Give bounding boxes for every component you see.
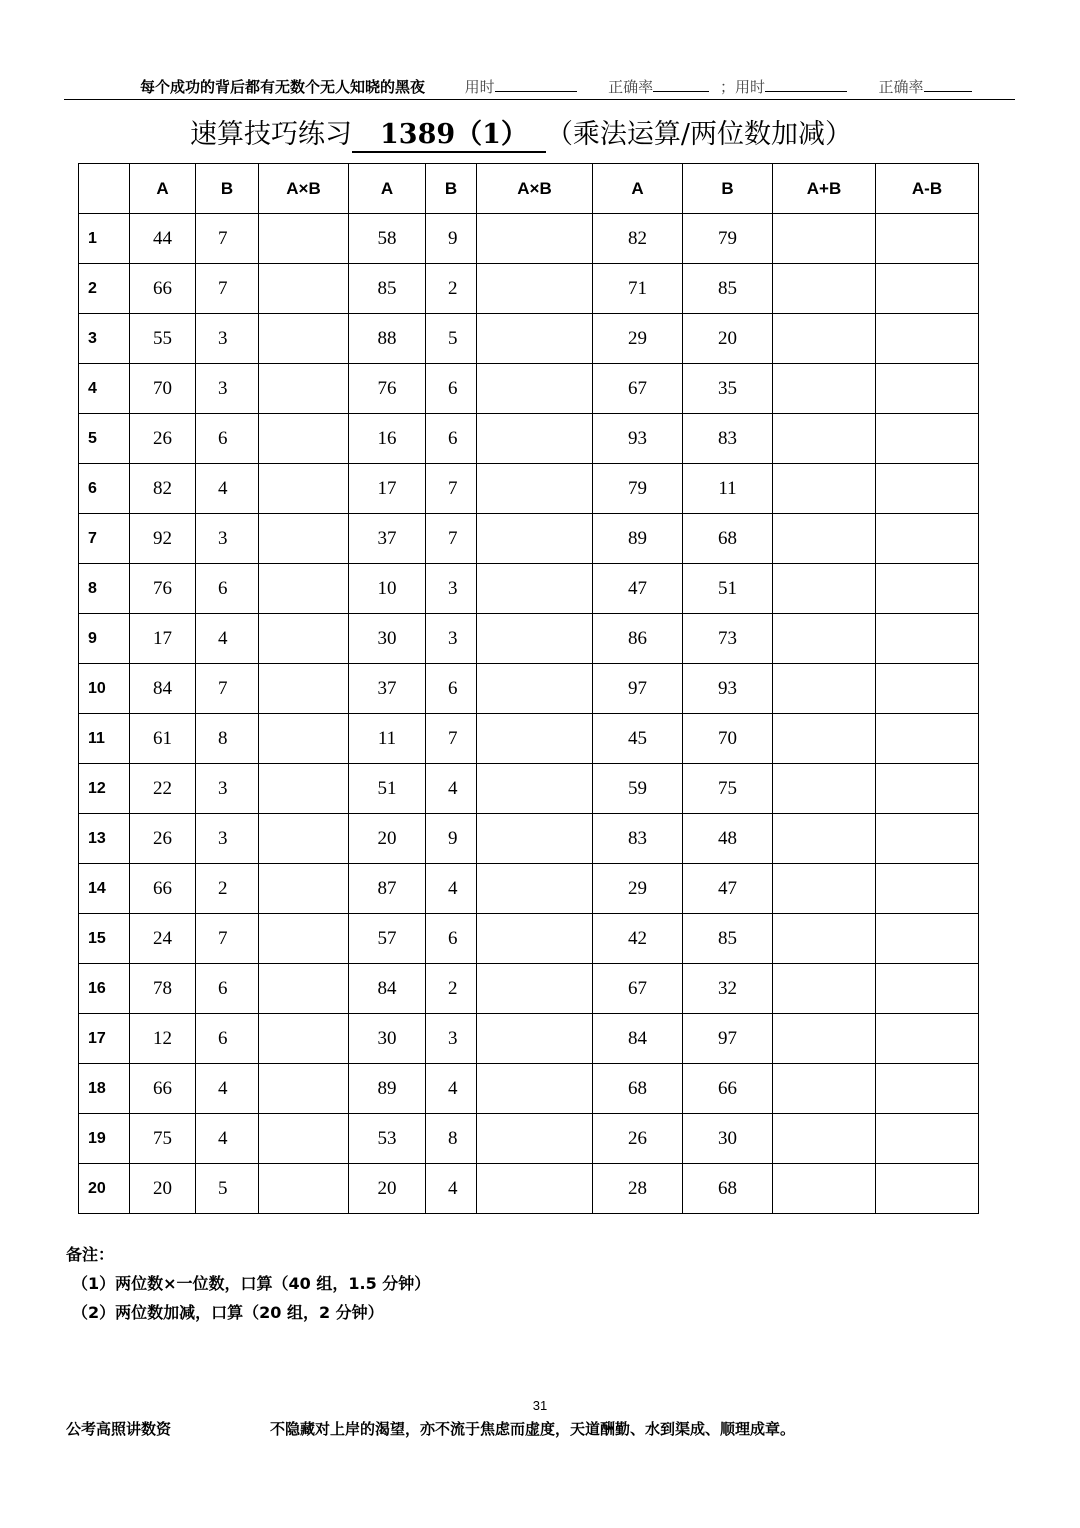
answer-cell: [876, 1014, 979, 1064]
header-separator: ；: [719, 78, 735, 96]
table-row: [79, 1064, 979, 1114]
value-cell: 6: [196, 1014, 259, 1064]
value-cell: 12: [130, 1014, 196, 1064]
value-cell: 6: [196, 964, 259, 1014]
table-row: [79, 814, 979, 864]
row-number: 20: [79, 1164, 130, 1214]
answer-cell: [773, 414, 876, 464]
value-cell: 6: [196, 564, 259, 614]
value-cell: 35: [683, 364, 773, 414]
value-cell: 83: [683, 414, 773, 464]
value-cell: 11: [349, 714, 426, 764]
answer-cell: [259, 1014, 349, 1064]
value-cell: 7: [196, 914, 259, 964]
answer-cell: [477, 864, 593, 914]
title-suffix: （乘法运算/两位数加减）: [545, 119, 853, 150]
row-number: 1: [79, 214, 130, 264]
value-cell: 58: [349, 214, 426, 264]
header-cell: B: [426, 164, 477, 214]
answer-cell: [773, 1014, 876, 1064]
footer-author: 公考高照讲数资: [66, 1420, 172, 1438]
value-cell: 6: [426, 914, 477, 964]
value-cell: 28: [593, 1164, 683, 1214]
answer-cell: [477, 464, 593, 514]
answer-cell: [773, 364, 876, 414]
practice-table: [78, 163, 979, 1214]
value-cell: 10: [349, 564, 426, 614]
answer-cell: [773, 1114, 876, 1164]
answer-cell: [876, 914, 979, 964]
value-cell: 79: [683, 214, 773, 264]
value-cell: 66: [130, 1064, 196, 1114]
table-row: [79, 964, 979, 1014]
value-cell: 3: [426, 614, 477, 664]
value-cell: 6: [196, 414, 259, 464]
answer-cell: [259, 814, 349, 864]
page-number: 31: [532, 1398, 548, 1413]
note-item-2: （2）两位数加减，口算（20 组，2 分钟）: [72, 1303, 384, 1322]
value-cell: 68: [683, 514, 773, 564]
answer-cell: [477, 564, 593, 614]
header-cell: B: [196, 164, 259, 214]
answer-cell: [876, 614, 979, 664]
value-cell: 68: [593, 1064, 683, 1114]
value-cell: 61: [130, 714, 196, 764]
answer-cell: [876, 414, 979, 464]
notes-heading: 备注：: [66, 1245, 115, 1264]
value-cell: 4: [196, 614, 259, 664]
row-number: 18: [79, 1064, 130, 1114]
row-number: 9: [79, 614, 130, 664]
table-row: [79, 364, 979, 414]
answer-cell: [477, 1114, 593, 1164]
answer-cell: [876, 264, 979, 314]
value-cell: 84: [349, 964, 426, 1014]
time-blank-1: [495, 77, 577, 92]
answer-cell: [477, 964, 593, 1014]
answer-cell: [876, 664, 979, 714]
answer-cell: [477, 1064, 593, 1114]
answer-cell: [477, 364, 593, 414]
value-cell: 66: [130, 264, 196, 314]
answer-cell: [876, 364, 979, 414]
value-cell: 5: [426, 314, 477, 364]
note-item-1: （1）两位数×一位数，口算（40 组，1.5 分钟）: [72, 1274, 431, 1293]
row-number: 7: [79, 514, 130, 564]
value-cell: 37: [349, 664, 426, 714]
table-row: [79, 564, 979, 614]
value-cell: 11: [683, 464, 773, 514]
value-cell: 6: [426, 414, 477, 464]
title-code: 1389（1）: [352, 112, 546, 153]
answer-cell: [259, 264, 349, 314]
row-number: 13: [79, 814, 130, 864]
answer-cell: [477, 764, 593, 814]
value-cell: 44: [130, 214, 196, 264]
value-cell: 45: [593, 714, 683, 764]
value-cell: 88: [349, 314, 426, 364]
value-cell: 32: [683, 964, 773, 1014]
table-row: [79, 464, 979, 514]
answer-cell: [477, 664, 593, 714]
value-cell: 84: [130, 664, 196, 714]
header-cell: A×B: [259, 164, 349, 214]
answer-cell: [876, 1114, 979, 1164]
value-cell: 7: [196, 664, 259, 714]
header-cell: B: [683, 164, 773, 214]
value-cell: 37: [349, 514, 426, 564]
value-cell: 92: [130, 514, 196, 564]
answer-cell: [773, 764, 876, 814]
header-cell: A-B: [876, 164, 979, 214]
value-cell: 87: [349, 864, 426, 914]
value-cell: 55: [130, 314, 196, 364]
value-cell: 76: [349, 364, 426, 414]
value-cell: 4: [426, 864, 477, 914]
answer-cell: [773, 1064, 876, 1114]
answer-cell: [773, 264, 876, 314]
value-cell: 73: [683, 614, 773, 664]
value-cell: 70: [130, 364, 196, 414]
value-cell: 93: [683, 664, 773, 714]
value-cell: 16: [349, 414, 426, 464]
value-cell: 7: [426, 714, 477, 764]
value-cell: 2: [426, 964, 477, 1014]
answer-cell: [477, 614, 593, 664]
answer-cell: [259, 764, 349, 814]
header-cell: A: [130, 164, 196, 214]
value-cell: 82: [593, 214, 683, 264]
value-cell: 26: [593, 1114, 683, 1164]
value-cell: 26: [130, 814, 196, 864]
table-row: [79, 264, 979, 314]
answer-cell: [876, 314, 979, 364]
value-cell: 29: [593, 864, 683, 914]
value-cell: 6: [426, 664, 477, 714]
value-cell: 29: [593, 314, 683, 364]
answer-cell: [876, 814, 979, 864]
value-cell: 3: [426, 564, 477, 614]
answer-cell: [773, 564, 876, 614]
row-number: 6: [79, 464, 130, 514]
table-row: [79, 864, 979, 914]
value-cell: 57: [349, 914, 426, 964]
row-number: 4: [79, 364, 130, 414]
answer-cell: [773, 514, 876, 564]
value-cell: 3: [196, 314, 259, 364]
answer-cell: [876, 864, 979, 914]
value-cell: 4: [426, 1164, 477, 1214]
value-cell: 89: [593, 514, 683, 564]
accuracy-blank-1: [653, 77, 709, 92]
table-row: [79, 764, 979, 814]
value-cell: 66: [130, 864, 196, 914]
answer-cell: [773, 814, 876, 864]
table-row: [79, 914, 979, 964]
answer-cell: [876, 514, 979, 564]
row-number: 15: [79, 914, 130, 964]
answer-cell: [259, 1064, 349, 1114]
answer-cell: [773, 914, 876, 964]
answer-cell: [477, 1164, 593, 1214]
value-cell: 7: [426, 514, 477, 564]
value-cell: 30: [349, 1014, 426, 1064]
value-cell: 47: [683, 864, 773, 914]
value-cell: 71: [593, 264, 683, 314]
answer-cell: [259, 214, 349, 264]
header-rule: [64, 99, 1015, 100]
table-row: [79, 1014, 979, 1064]
value-cell: 68: [683, 1164, 773, 1214]
value-cell: 3: [196, 514, 259, 564]
value-cell: 22: [130, 764, 196, 814]
value-cell: 4: [196, 464, 259, 514]
answer-cell: [477, 264, 593, 314]
value-cell: 20: [130, 1164, 196, 1214]
answer-cell: [773, 614, 876, 664]
row-number: 17: [79, 1014, 130, 1064]
value-cell: 9: [426, 814, 477, 864]
table-row: [79, 664, 979, 714]
header-cell: A×B: [477, 164, 593, 214]
answer-cell: [876, 214, 979, 264]
value-cell: 78: [130, 964, 196, 1014]
answer-cell: [259, 414, 349, 464]
value-cell: 17: [349, 464, 426, 514]
value-cell: 86: [593, 614, 683, 664]
value-cell: 20: [683, 314, 773, 364]
header-motto: 每个成功的背后都有无数个无人知晓的黑夜: [140, 78, 426, 96]
header-cell: A: [593, 164, 683, 214]
answer-cell: [259, 364, 349, 414]
value-cell: 76: [130, 564, 196, 614]
value-cell: 97: [593, 664, 683, 714]
value-cell: 17: [130, 614, 196, 664]
value-cell: 3: [196, 814, 259, 864]
row-number: 14: [79, 864, 130, 914]
value-cell: 67: [593, 964, 683, 1014]
value-cell: 2: [426, 264, 477, 314]
answer-cell: [876, 464, 979, 514]
footer-slogan: 不隐藏对上岸的渴望，亦不流于焦虑而虚度，天道酬勤、水到渠成、顺理成章。: [270, 1420, 796, 1438]
row-number: 12: [79, 764, 130, 814]
answer-cell: [259, 564, 349, 614]
value-cell: 67: [593, 364, 683, 414]
value-cell: 4: [426, 764, 477, 814]
value-cell: 85: [683, 264, 773, 314]
table-row: [79, 1114, 979, 1164]
table-row: [79, 414, 979, 464]
value-cell: 47: [593, 564, 683, 614]
answer-cell: [876, 764, 979, 814]
time-blank-2: [765, 77, 847, 92]
answer-cell: [876, 1064, 979, 1114]
page-title: [190, 112, 1010, 153]
answer-cell: [259, 964, 349, 1014]
value-cell: 30: [683, 1114, 773, 1164]
answer-cell: [876, 1164, 979, 1214]
value-cell: 7: [426, 464, 477, 514]
answer-cell: [259, 614, 349, 664]
answer-cell: [477, 1014, 593, 1064]
value-cell: 2: [196, 864, 259, 914]
table-row: [79, 1164, 979, 1214]
answer-cell: [773, 1164, 876, 1214]
value-cell: 82: [130, 464, 196, 514]
value-cell: 42: [593, 914, 683, 964]
answer-cell: [259, 714, 349, 764]
row-number: 5: [79, 414, 130, 464]
value-cell: 30: [349, 614, 426, 664]
answer-cell: [773, 664, 876, 714]
answer-cell: [773, 214, 876, 264]
row-number: 3: [79, 314, 130, 364]
value-cell: 75: [130, 1114, 196, 1164]
value-cell: 89: [349, 1064, 426, 1114]
header-cell-index: [79, 164, 130, 214]
value-cell: 4: [196, 1114, 259, 1164]
value-cell: 51: [683, 564, 773, 614]
answer-cell: [876, 714, 979, 764]
table-row: [79, 714, 979, 764]
notes: [66, 1240, 430, 1327]
title-prefix: 速算技巧练习: [190, 119, 352, 150]
value-cell: 20: [349, 814, 426, 864]
answer-cell: [259, 1164, 349, 1214]
answer-cell: [876, 564, 979, 614]
value-cell: 79: [593, 464, 683, 514]
value-cell: 7: [196, 264, 259, 314]
table-row: [79, 514, 979, 564]
answer-cell: [477, 214, 593, 264]
header-cell: A+B: [773, 164, 876, 214]
value-cell: 97: [683, 1014, 773, 1064]
accuracy-blank-2: [924, 77, 972, 92]
time-label-2: 用时: [734, 78, 765, 96]
header-line: [140, 76, 1000, 97]
value-cell: 66: [683, 1064, 773, 1114]
row-number: 2: [79, 264, 130, 314]
answer-cell: [259, 664, 349, 714]
value-cell: 26: [130, 414, 196, 464]
value-cell: 4: [196, 1064, 259, 1114]
answer-cell: [477, 514, 593, 564]
table-row: [79, 614, 979, 664]
answer-cell: [477, 414, 593, 464]
answer-cell: [773, 964, 876, 1014]
value-cell: 8: [426, 1114, 477, 1164]
value-cell: 5: [196, 1164, 259, 1214]
value-cell: 93: [593, 414, 683, 464]
value-cell: 3: [426, 1014, 477, 1064]
answer-cell: [259, 314, 349, 364]
value-cell: 3: [196, 364, 259, 414]
row-number: 8: [79, 564, 130, 614]
value-cell: 53: [349, 1114, 426, 1164]
value-cell: 84: [593, 1014, 683, 1064]
answer-cell: [773, 314, 876, 364]
accuracy-label-1: 正确率: [608, 78, 654, 96]
value-cell: 51: [349, 764, 426, 814]
answer-cell: [773, 864, 876, 914]
value-cell: 20: [349, 1164, 426, 1214]
value-cell: 3: [196, 764, 259, 814]
value-cell: 9: [426, 214, 477, 264]
value-cell: 7: [196, 214, 259, 264]
answer-cell: [259, 514, 349, 564]
answer-cell: [259, 464, 349, 514]
answer-cell: [259, 1114, 349, 1164]
table-row: [79, 214, 979, 264]
accuracy-label-2: 正确率: [878, 78, 924, 96]
answer-cell: [259, 914, 349, 964]
answer-cell: [773, 714, 876, 764]
row-number: 10: [79, 664, 130, 714]
value-cell: 8: [196, 714, 259, 764]
answer-cell: [477, 814, 593, 864]
value-cell: 24: [130, 914, 196, 964]
value-cell: 85: [683, 914, 773, 964]
answer-cell: [477, 914, 593, 964]
value-cell: 70: [683, 714, 773, 764]
answer-cell: [477, 314, 593, 364]
header-cell: A: [349, 164, 426, 214]
time-label-1: 用时: [464, 78, 495, 96]
row-number: 16: [79, 964, 130, 1014]
value-cell: 85: [349, 264, 426, 314]
table-header-row: [79, 164, 979, 214]
table-row: [79, 314, 979, 364]
value-cell: 75: [683, 764, 773, 814]
row-number: 11: [79, 714, 130, 764]
value-cell: 4: [426, 1064, 477, 1114]
value-cell: 6: [426, 364, 477, 414]
answer-cell: [259, 864, 349, 914]
answer-cell: [477, 714, 593, 764]
value-cell: 83: [593, 814, 683, 864]
row-number: 19: [79, 1114, 130, 1164]
answer-cell: [876, 964, 979, 1014]
value-cell: 48: [683, 814, 773, 864]
answer-cell: [773, 464, 876, 514]
value-cell: 59: [593, 764, 683, 814]
